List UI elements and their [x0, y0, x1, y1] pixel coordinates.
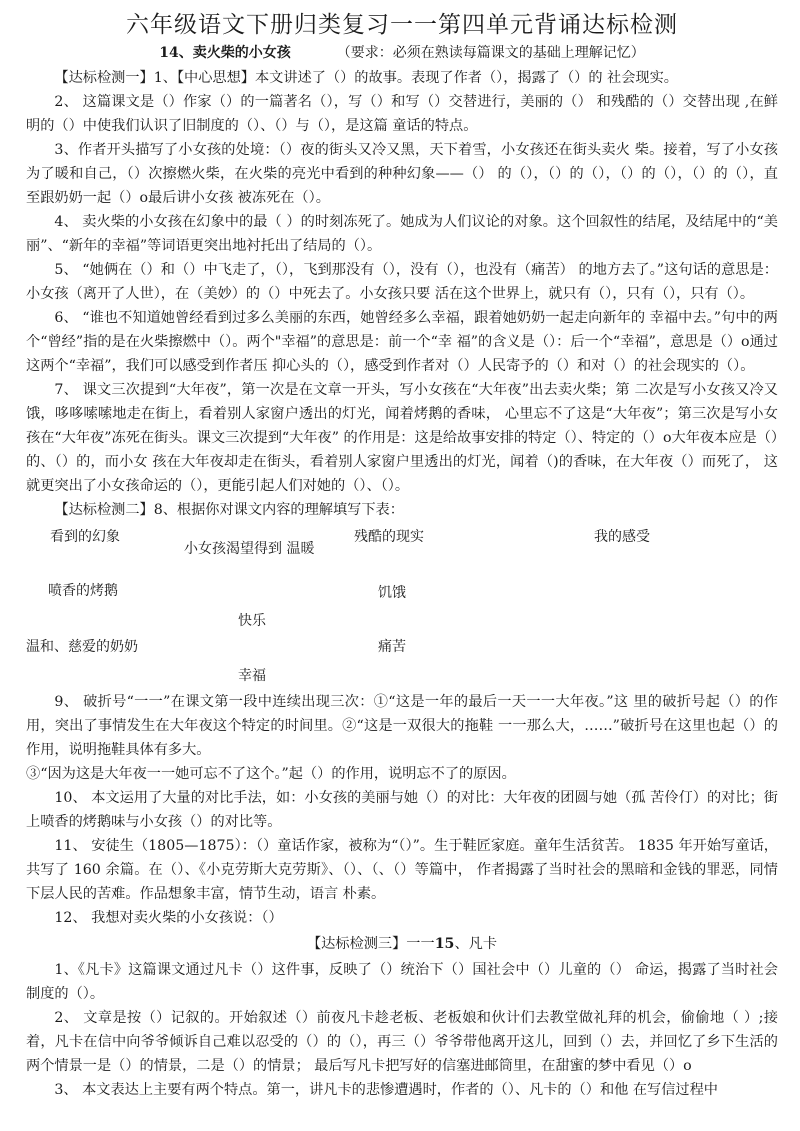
section-3-heading — [26, 932, 778, 956]
fanka-question-2: 2、 文章是按（）记叙的。开始叙述（）前夜凡卡趁老板、老板娘和伙计们去教堂做礼拜的机会，偷偷地（ ）;接着，凡卡在信中向爷爷倾诉自己难以忍受的（）的（），再三（）爷爷带他离开这儿，回到（）去，并回忆了乡下生活的两个情景一是（）的情景，二是（）的情景； 最后写凡卡把写好的信塞进邮筒里，在甜蜜的梦中看见（）o — [26, 1010, 778, 1074]
table-cell-happiness: 幸福 — [238, 668, 266, 684]
table-header-reality: 残酷的现实 — [354, 529, 424, 545]
fanka-question-1: 1、《凡卡》这篇课文通过凡卡（）这件事，反映了（）统治下（）国社会中（）儿童的（） 命运，揭露了当时社会制度的（）。 — [26, 962, 778, 1002]
table-cell-hunger: 饥饿 — [378, 585, 406, 601]
table-header-desire: 小女孩渴望得到 温暖 — [184, 541, 315, 557]
table-cell-happy: 快乐 — [238, 613, 266, 629]
question-11: 11、 安徒生（1805—1875）：（）童话作家，被称为“（）”。生于鞋匠家庭。童年生活贫苦。 1835 年开始写童话，共写了 160 余篇。在（）、《小克劳斯大克劳斯》、（）、（、（）等篇中， 作者揭露了当时社会的黑暗和金钱的罪恶，同情下层人民的苦难。作品想象丰富，情节生动，语言 朴素。 — [26, 838, 778, 902]
table-header-feeling: 我的感受 — [594, 529, 650, 545]
table-cell-goose: 喷香的烤鹅 — [48, 583, 118, 599]
question-12: 12、 我想对卖火柴的小女孩说：（） — [54, 910, 283, 926]
question-6: 6、 “谁也不知道她曾经看到过多么美丽的东西，她曾经多么幸福，跟着她奶奶一起走向新年的 幸福中去。”句中的两个“曾经”指的是在火柴擦燃中（）。两个"幸福”的意思是：前一个“幸 福”的含义是（）：后一个“幸福”，意思是（）o通过这两个“幸福”，我们可以感受到作者压 抑心头的（），感受到作者对（）人民寄予的（）和对（）的社会现实的（）。 — [26, 310, 778, 374]
table-cell-grandma: 温和、慈爱的奶奶 — [26, 639, 138, 655]
fanka-question-3: 3、 本文表达上主要有两个特点。第一，讲凡卡的悲惨遭遇时，作者的（）、凡卡的（）和他 在写信过程中 — [54, 1082, 718, 1098]
question-2: 2、 这篇课文是（）作家（）的一篇著名（），写（）和写（）交替进行，美丽的（） 和残酷的（）交替出现 ,在鲜明的（）中使我们认识了旧制度的（）、（）与（），是这篇 童话的特点。 — [26, 94, 778, 134]
question-1: 【达标检测一】1、【中心思想】本文讲述了（）的故事。表现了作者（），揭露了（）的 社会现实。 — [54, 70, 678, 86]
question-3: 3、作者开头描写了小女孩的处境：（）夜的街头又冷又黑，天下着雪，小女孩还在街头卖火 柴。接着，写了小女孩为了暖和自己，（）次擦燃火柴，在火柴的亮光中看到的种种幻象——（） 的（），（）的（），（）的（），（）的（），直至跟奶奶一起（）o最后讲小女孩 被冻死在（）。 — [26, 142, 778, 206]
table-header-seen: 看到的幻象 — [50, 529, 120, 545]
question-5: 5、 “她俩在（）和（）中飞走了，（），飞到那没有（），没有（），也没有（痛苦） 的地方去了。”这句话的意思是：小女孩（离开了人世），在（美妙）的（）中死去了。小女孩只要 活在这个世界上，就只有（），只有（），只有（）。 — [26, 262, 778, 302]
question-7: 7、 课文三次提到“大年夜”，第一次是在文章一开头，写小女孩在“大年夜”出去卖火柴；第 二次是写小女孩又冷又饿，哆哆嗦嗦地走在街上，看着别人家窗户透出的灯光，闻着烤鹅的香味， 心里忘不了这是“大年夜”；第三次是写小女孩在“大年夜”冻死在街头。课文三次提到“大年夜” 的作用是：这是给故事安排的特定（）、特定的（）o大年夜本应是（）的、（）的，而小女 孩在大年夜却走在街头，看着别人家窗户里透出的灯光，闻着（)的香味，在大年夜（）而死了， 这就更突出了小女孩命运的（），更能引起人们对她的（）、（）。 — [26, 382, 778, 494]
table-cell-pain: 痛苦 — [378, 639, 406, 655]
section-3-suffix: 、凡卡 — [454, 936, 498, 952]
lesson-subtitle — [26, 42, 778, 64]
page-title: 六年级语文下册归类复习一一第四单元背诵达标检测 — [126, 12, 678, 38]
question-8: 【达标检测二】8、根据你对课文内容的理解填写下表： — [54, 502, 404, 518]
lesson-name: 14、卖火柴的小女孩 — [159, 45, 291, 61]
question-9: 9、 破折号“一一”在课文第一段中连续出现三次：①“这是一年的最后一天一一大年夜。”这 里的破折号起（）的作用，突出了事情发生在大年夜这个特定的时间里。②“这是一双很大的拖鞋 一一那么大，……”破折号在这里也起（）的作用，说明拖鞋具体有多大。 — [26, 694, 778, 758]
question-10: 10、 本文运用了大量的对比手法，如：小女孩的美丽与她（）的对比：大年夜的团圆与她（孤 苦伶仃）的对比；街上喷香的烤鹅味与小女孩（）的对比等。 — [26, 790, 778, 830]
section-3-lesson-number: 15 — [434, 936, 455, 952]
section-3-prefix: 【达标检测三】一一 — [306, 936, 435, 952]
question-9-part3: ③“因为这是大年夜一一她可忘不了这个。”起（）的作用，说明忘不了的原因。 — [26, 766, 516, 782]
requirement-note: （要求：必须在熟读每篇课文的基础上理解记忆） — [336, 45, 645, 61]
fill-table — [26, 522, 778, 690]
question-4: 4、 卖火柴的小女孩在幻象中的最（ ）的时刻冻死了。她成为人们议论的对象。这个回叙性的结尾，及结尾中的“美丽”、“新年的幸福”等词语更突出地衬托出了结局的（）。 — [26, 214, 778, 254]
